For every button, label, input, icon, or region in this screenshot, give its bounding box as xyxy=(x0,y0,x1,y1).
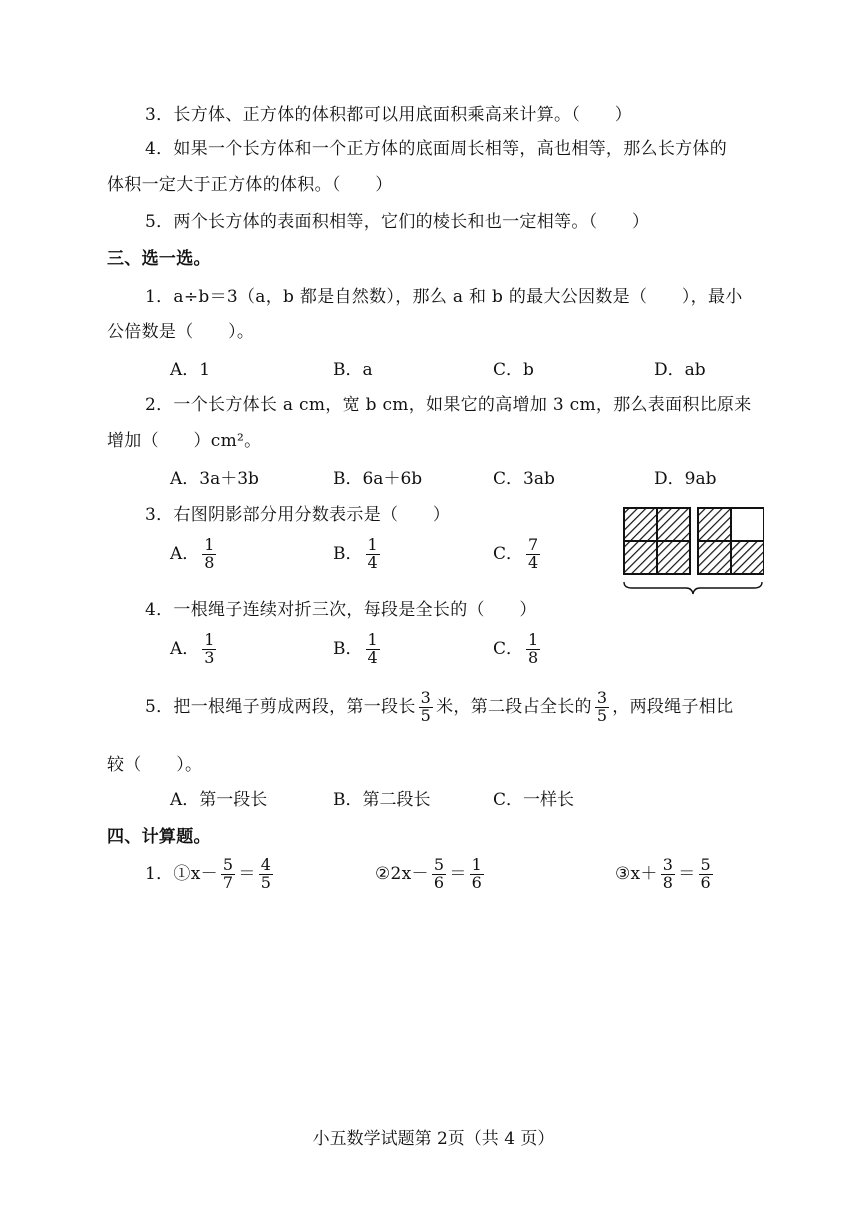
fraction xyxy=(432,857,446,892)
numerator: 5 xyxy=(222,855,234,874)
page-footer: 小五数学试题第 2页（共 4 页） xyxy=(312,1129,555,1149)
fraction xyxy=(699,857,713,892)
judge-q5: 5．两个长方体的表面积相等，它们的棱长和也一定相等。（ ） xyxy=(145,212,650,232)
s3-q4-option-c xyxy=(493,632,543,667)
s3-q5-option-c: C．一样长 xyxy=(493,790,575,810)
denominator: 4 xyxy=(528,552,539,572)
s3-q2-line1: 2．一个长方体长 a cm，宽 b cm，如果它的高增加 3 cm，那么表面积比原来 xyxy=(145,395,752,415)
option-label: C． xyxy=(493,638,524,659)
fraction xyxy=(221,857,235,892)
fraction xyxy=(202,632,216,667)
option-label: A． xyxy=(170,638,200,659)
equals-sign: ＝ xyxy=(449,863,467,884)
judge-q3: 3．长方体、正方体的体积都可以用底面积乘高来计算。（ ） xyxy=(145,105,633,125)
numerator: 1 xyxy=(367,630,378,649)
fraction xyxy=(526,632,540,667)
s3-q3-option-b xyxy=(333,537,383,572)
numerator: 3 xyxy=(596,688,608,707)
shaded-cell xyxy=(624,508,657,541)
numerator: 1 xyxy=(204,535,215,554)
option-label: B． xyxy=(333,543,363,564)
s3-q2-option-a: A．3a＋3b xyxy=(170,469,259,489)
option-label: A． xyxy=(170,543,200,564)
q5-text-post: ，两段绳子相比 xyxy=(612,696,734,717)
denominator: 4 xyxy=(367,552,378,572)
brace-mark xyxy=(624,582,762,594)
denominator: 5 xyxy=(260,872,272,892)
numerator: 7 xyxy=(528,535,539,554)
s4-eq2 xyxy=(375,857,487,892)
shaded-cell xyxy=(657,508,690,541)
s3-q4-option-b xyxy=(333,632,383,667)
s3-q3-option-a xyxy=(170,537,219,572)
numerator: 1 xyxy=(367,535,378,554)
shaded-grid-figure xyxy=(622,506,764,596)
numerator: 1 xyxy=(204,630,215,649)
fraction xyxy=(661,857,675,892)
denominator: 5 xyxy=(596,705,608,725)
judge-q4-line2: 体积一定大于正方体的体积。（ ） xyxy=(107,175,393,195)
s3-q3: 3．右图阴影部分用分数表示是（ ） xyxy=(145,505,451,525)
fraction xyxy=(366,537,380,572)
section4-title: 四、计算题。 xyxy=(107,827,211,847)
denominator: 6 xyxy=(433,872,445,892)
s3-q1-line2: 公倍数是（ ）。 xyxy=(107,322,255,342)
fraction xyxy=(202,537,216,572)
equals-sign: ＝ xyxy=(678,863,696,884)
s3-q1-line1: 1．a÷b＝3（a，b 都是自然数），那么 a 和 b 的最大公因数是（ ），最小 xyxy=(145,287,743,307)
fraction xyxy=(595,690,609,725)
numerator: 3 xyxy=(420,688,432,707)
s3-q3-option-c xyxy=(493,537,543,572)
fraction xyxy=(470,857,484,892)
fraction xyxy=(526,537,540,572)
s3-q1-option-c: C．b xyxy=(493,360,534,380)
shaded-cell xyxy=(624,541,657,574)
q5-text-pre: 5．把一根绳子剪成两段，第一段长 xyxy=(145,696,416,717)
shaded-cell xyxy=(657,541,690,574)
equals-sign: ＝ xyxy=(238,863,256,884)
denominator: 4 xyxy=(367,647,378,667)
numerator: 4 xyxy=(260,855,272,874)
s3-q2-option-c: C．3ab xyxy=(493,469,555,489)
s3-q4: 4．一根绳子连续对折三次，每段是全长的（ ） xyxy=(145,600,537,620)
s3-q1-option-d: D．ab xyxy=(654,360,706,380)
denominator: 3 xyxy=(204,647,215,667)
denominator: 8 xyxy=(204,552,215,572)
denominator: 7 xyxy=(222,872,234,892)
fraction xyxy=(419,690,433,725)
denominator: 6 xyxy=(471,872,483,892)
numerator: 5 xyxy=(433,855,445,874)
numerator: 3 xyxy=(662,855,674,874)
section3-title: 三、选一选。 xyxy=(107,249,211,269)
s3-q5-line2: 较（ ）。 xyxy=(107,755,203,775)
numerator: 1 xyxy=(528,630,539,649)
q5-text-mid: 米，第二段占全长的 xyxy=(436,696,592,717)
s3-q1-option-b: B．a xyxy=(333,360,373,380)
eq-pre: ②2x－ xyxy=(375,863,429,884)
s3-q2-option-b: B．6a＋6b xyxy=(333,469,423,489)
denominator: 8 xyxy=(528,647,539,667)
s3-q2-option-d: D．9ab xyxy=(654,469,717,489)
s3-q5-line1 xyxy=(145,690,733,725)
numerator: 5 xyxy=(700,855,712,874)
s4-eq1 xyxy=(145,857,276,892)
judge-q4-line1: 4．如果一个长方体和一个正方体的底面周长相等，高也相等，那么长方体的 xyxy=(145,139,728,159)
eq-pre: 1．①x－ xyxy=(145,863,218,884)
s3-q5-option-b: B．第二段长 xyxy=(333,790,431,810)
s3-q2-line2: 增加（ ）cm²。 xyxy=(107,431,262,451)
denominator: 6 xyxy=(700,872,712,892)
s3-q4-option-a xyxy=(170,632,219,667)
shaded-cell xyxy=(698,508,731,541)
denominator: 8 xyxy=(662,872,674,892)
s3-q5-option-a: A．第一段长 xyxy=(170,790,268,810)
option-label: B． xyxy=(333,638,363,659)
grid-cells xyxy=(624,508,764,574)
eq-pre: ③x＋ xyxy=(615,863,658,884)
numerator: 1 xyxy=(471,855,483,874)
fraction xyxy=(259,857,273,892)
s4-eq3 xyxy=(615,857,716,892)
fraction xyxy=(366,632,380,667)
shaded-cell xyxy=(698,541,731,574)
empty-cell xyxy=(731,508,764,541)
option-label: C． xyxy=(493,543,524,564)
denominator: 5 xyxy=(420,705,432,725)
s3-q1-option-a: A．1 xyxy=(170,360,211,380)
shaded-cell xyxy=(731,541,764,574)
